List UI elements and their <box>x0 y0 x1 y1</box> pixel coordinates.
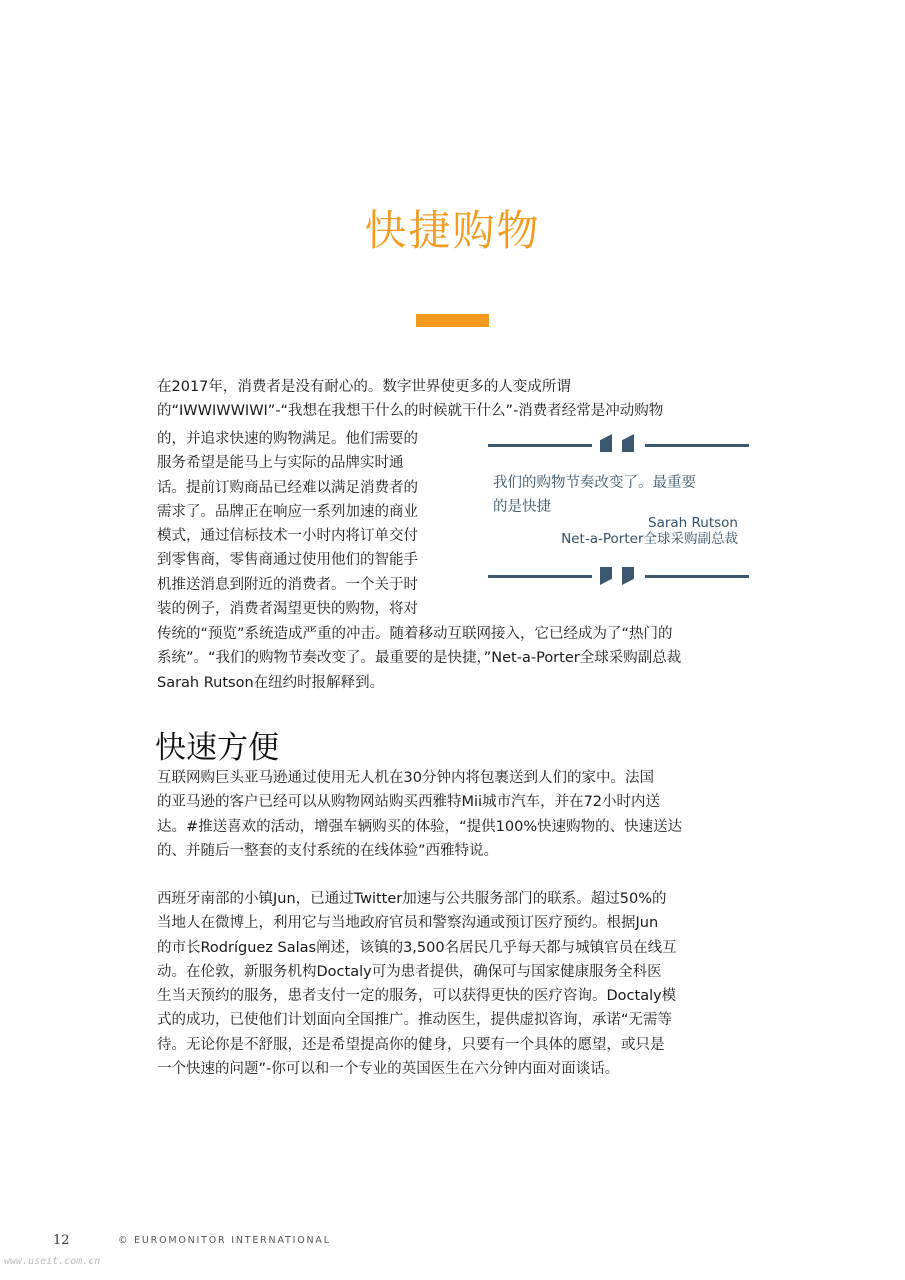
intro-line: 系统”。“我们的购物节奏改变了。最重要的是快捷，”Net-a-Porter全球采购副总裁 <box>157 650 682 667</box>
intro-paragraph-narrow <box>157 427 418 621</box>
section-heading: 快速方便 <box>155 730 279 766</box>
intro-line: 装的例子，消费者渴望更快的购物，将对 <box>157 601 418 618</box>
intro-line: 需求了。品牌正在响应一系列加速的商业 <box>157 503 418 520</box>
quote-text <box>493 471 696 519</box>
intro-line: 的，并追求快速的购物满足。他们需要的 <box>157 431 418 447</box>
section-paragraph-1 <box>157 766 682 863</box>
title-underline-bar <box>416 314 489 327</box>
intro-line: 到零售商，零售商通过使用他们的智能手 <box>157 552 418 569</box>
paragraph-line: 式的成功，已使他们计划面向全国推广。推动医生，提供虚拟咨询，承诺“无需等 <box>157 1012 673 1029</box>
intro-line: 传统的“预览”系统造成严重的冲击。随着移动互联网接入，它已经成为了“热门的 <box>157 626 673 642</box>
paragraph-line: 的、并随后一整套的支付系统的在线体验”西雅特说。 <box>157 842 499 859</box>
quote-bottom-rule-right <box>645 575 749 578</box>
intro-line: 的“IWWIWWIWI”-“我想在我想干什么的时候就干什么”-消费者经常是冲动购物 <box>157 403 664 420</box>
intro-paragraph-tail <box>157 622 681 695</box>
paragraph-line: 西班牙南部的小镇Jun，已通过Twitter加速与公共服务部门的联系。超过50%的 <box>157 891 667 907</box>
paragraph-line: 待。无论你是不舒服，还是希望提高你的健身，只要有一个具体的愿望，或只是 <box>157 1036 665 1053</box>
intro-paragraph-top <box>157 375 663 424</box>
watermark: www.useit.com.cn <box>4 1256 101 1267</box>
section-paragraph-2 <box>157 887 677 1081</box>
intro-line: 在2017年，消费者是没有耐心的。数字世界使更多的人变成所谓 <box>157 379 571 395</box>
intro-line: Sarah Rutson在纽约时报解释到。 <box>157 674 385 691</box>
paragraph-line: 达。#推送喜欢的活动，增强车辆购买的体验，“提供100%快速购物的、快速送达 <box>157 818 683 835</box>
page-number: 12 <box>53 1233 70 1248</box>
intro-line: 服务希望是能马上与实际的品牌实时通 <box>157 455 404 472</box>
paragraph-line: 当地人在微博上，利用它与当地政府官员和警察沟通或预订医疗预约。根据Jun <box>157 915 659 932</box>
paragraph-line: 动。在伦敦，新服务机构Doctaly可为患者提供，确保可与国家健康服务全科医 <box>157 963 662 980</box>
paragraph-line: 互联网购巨头亚马逊通过使用无人机在30分钟内将包裹送到人们的家中。法国 <box>157 770 654 786</box>
paragraph-line: 的市长Rodríguez Salas阐述，该镇的3,500名居民几乎每天都与城镇官员在线互 <box>157 939 677 956</box>
paragraph-line: 的亚马逊的客户已经可以从购物网站购买西雅特Mii城市汽车，并在72小时内送 <box>157 794 661 811</box>
page-title: 快捷购物 <box>364 206 541 255</box>
intro-line: 机推送消息到附近的消费者。一个关于时 <box>157 576 418 593</box>
footer-copyright: © EUROMONITOR INTERNATIONAL <box>118 1235 331 1246</box>
quote-top-rule-right <box>645 444 749 447</box>
paragraph-line: 一个快速的问题”-你可以和一个专业的英国医生在六分钟内面对面谈话。 <box>157 1061 620 1078</box>
quote-author-role: Net-a-Porter全球采购副总裁 <box>561 531 738 547</box>
intro-line: 模式，通过信标技术一小时内将订单交付 <box>157 528 418 545</box>
quote-author-name: Sarah Rutson <box>648 515 738 531</box>
quote-bottom-rule-left <box>488 575 592 578</box>
quote-line: 的是快捷 <box>493 499 551 515</box>
quote-line: 我们的购物节奏改变了。最重要 <box>493 475 696 491</box>
intro-line: 话。提前订购商品已经难以满足消费者的 <box>157 479 418 496</box>
paragraph-line: 生当天预约的服务，患者支付一定的服务，可以获得更快的医疗咨询。Doctaly模 <box>157 988 677 1005</box>
quote-top-rule-left <box>488 444 592 447</box>
